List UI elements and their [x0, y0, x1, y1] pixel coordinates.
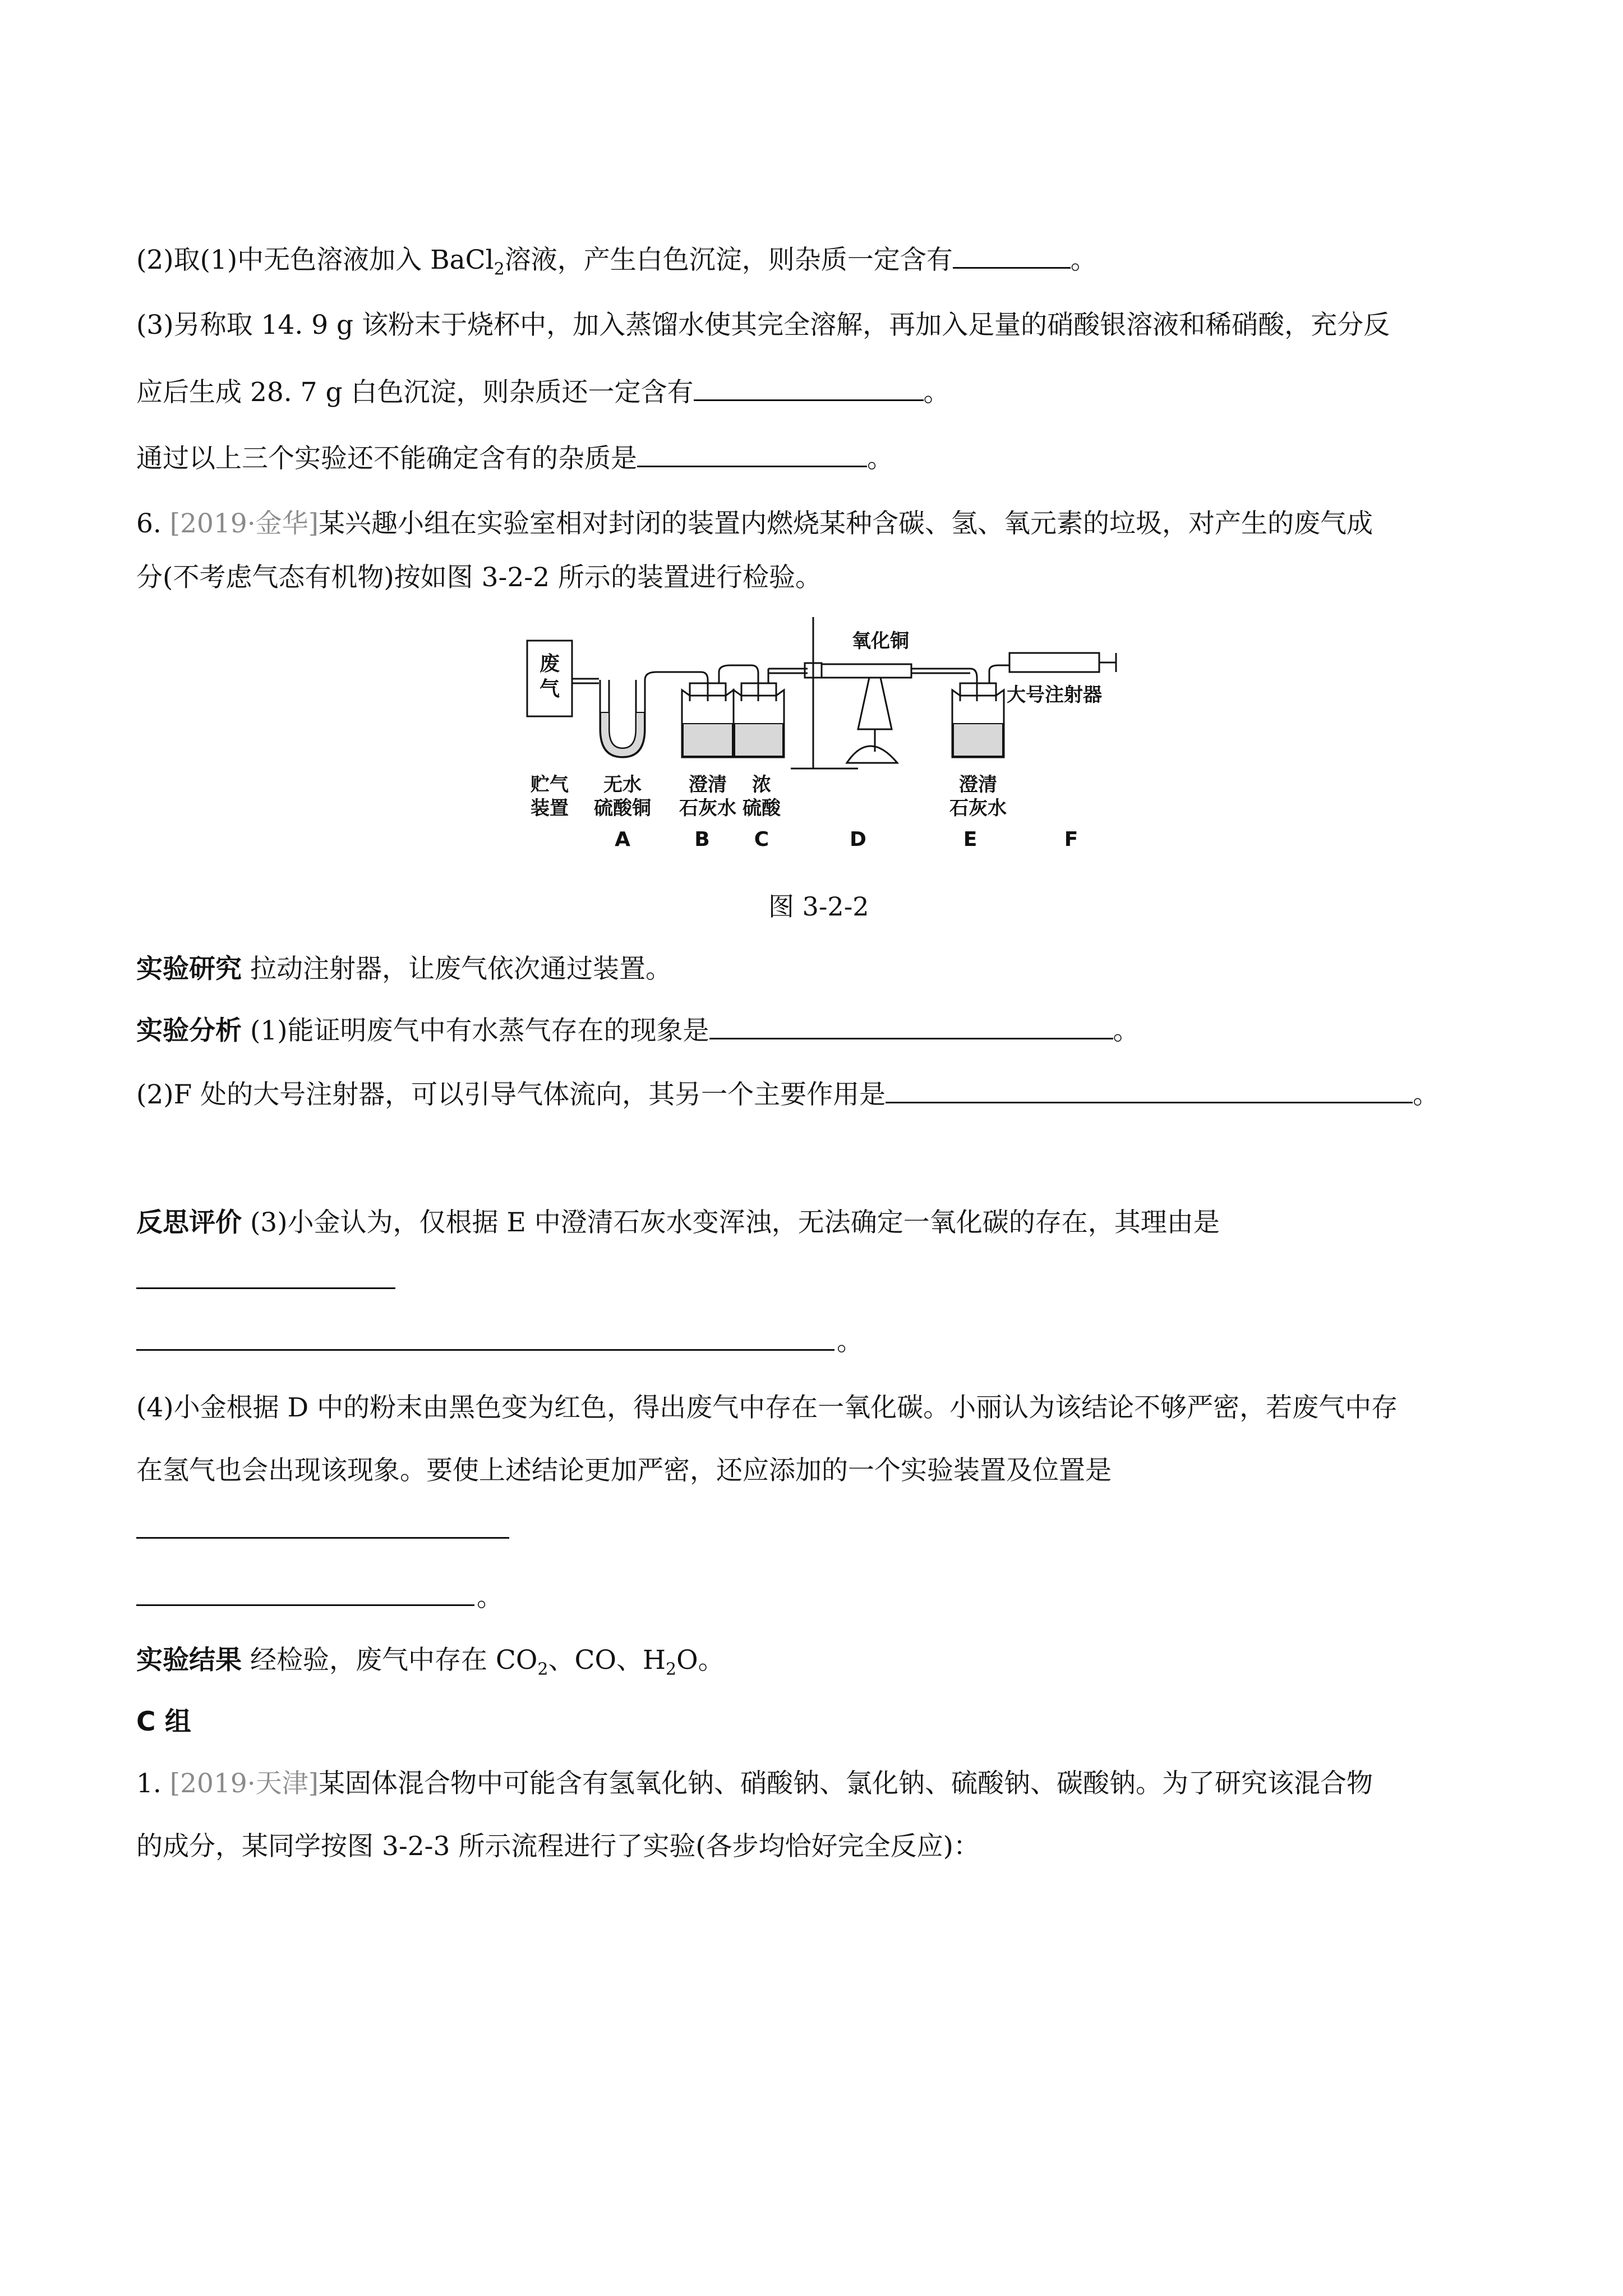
answer-line[interactable] — [136, 1349, 834, 1351]
combustion-tube — [822, 664, 911, 678]
answer-line[interactable] — [136, 1537, 509, 1539]
q5-part3-text: 应后生成 28. 7 g 白色沉淀，则杂质还一定含有 — [136, 377, 694, 408]
label-a-1: 无水 — [603, 774, 642, 796]
question-source: [2019·天津] — [169, 1768, 319, 1799]
label-syringe: 大号注射器 — [1007, 684, 1102, 706]
period: 。 — [837, 1326, 863, 1357]
period: 。 — [1113, 1015, 1140, 1046]
answer-line[interactable] — [136, 1287, 395, 1289]
label-b-2: 石灰水 — [679, 797, 736, 820]
q5-part3-line1: (3)另称取 14. 9 g 该粉末于烧杯中，加入蒸馏水使其完全溶解，再加入足量的硝酸银溶液和稀硝酸，充分反 — [136, 310, 1390, 341]
result-label: 实验结果 — [136, 1645, 242, 1676]
period: 。 — [867, 443, 893, 474]
reflect-q3-text: (3)小金认为，仅根据 E 中澄清石灰水变浑浊，无法确定一氧化碳的存在，其理由是 — [250, 1207, 1220, 1238]
label-b-1: 澄清 — [689, 774, 727, 796]
letter-e: E — [963, 828, 978, 851]
group-c-title: C 组 — [136, 1706, 191, 1737]
q6-intro-line1 — [136, 507, 1373, 541]
subscript: 2 — [537, 1659, 548, 1680]
label-storage-1: 贮气 — [531, 774, 569, 796]
research-text: 拉动注射器，让废气依次通过装置。 — [250, 954, 672, 984]
q4-line2: 在氢气也会出现该现象。要使上述结论更加严密，还应添加的一个实验装置及位置是 — [136, 1455, 1112, 1486]
q6-intro-line2: 分(不考虑气态有机物)按如图 3-2-2 所示的装置进行检验。 — [136, 562, 822, 593]
reflect-q3 — [136, 1206, 1220, 1240]
label-c-1: 浓 — [752, 774, 771, 796]
period: 。 — [1070, 245, 1097, 275]
c1-line1 — [136, 1767, 1373, 1801]
letter-b: B — [694, 828, 710, 851]
q5-part3-line2 — [136, 375, 950, 409]
label-a-2: 硫酸铜 — [594, 797, 651, 820]
question-number: 1. — [136, 1768, 170, 1799]
answer-line[interactable] — [136, 1604, 474, 1606]
label-e-2: 石灰水 — [949, 797, 1007, 820]
analysis-label: 实验分析 — [136, 1015, 242, 1046]
answer-blank[interactable] — [886, 1077, 1413, 1103]
q5-summary-text: 通过以上三个实验还不能确定含有的杂质是 — [136, 443, 637, 474]
label-gas-box-2: 气 — [539, 678, 560, 701]
c1-line2: 的成分，某同学按图 3-2-3 所示流程进行了实验(各步均恰好完全反应)： — [136, 1831, 980, 1862]
letter-c: C — [754, 828, 769, 851]
result-text-c: O。 — [676, 1645, 725, 1676]
letter-a: A — [615, 828, 630, 851]
period: 。 — [1413, 1079, 1440, 1110]
syringe — [1009, 653, 1099, 672]
letter-d: D — [850, 828, 866, 851]
period: 。 — [477, 1582, 503, 1613]
c1-text: 某固体混合物中可能含有氢氧化钠、硝酸钠、氯化钠、硫酸钠、碳酸钠。为了研究该混合物 — [319, 1768, 1373, 1799]
label-e-1: 澄清 — [959, 774, 997, 796]
q4-line1: (4)小金根据 D 中的粉末由黑色变为红色，得出废气中存在一氧化碳。小丽认为该结论不够严密，若废气中存 — [136, 1392, 1398, 1423]
answer-blank[interactable] — [694, 375, 924, 401]
question-source: [2019·金华] — [169, 508, 319, 539]
research-line — [136, 953, 672, 986]
analysis-q1-text: (1)能证明废气中有水蒸气存在的现象是 — [250, 1015, 709, 1046]
period: 。 — [923, 377, 950, 408]
q5-summary — [136, 441, 893, 476]
q5-part2-text-b: 溶液，产生白色沉淀，则杂质一定含有 — [504, 245, 953, 275]
label-storage-2: 装置 — [531, 797, 569, 820]
q5-part2-text: (2)取(1)中无色溶液加入 BaCl — [136, 245, 494, 275]
answer-blank[interactable] — [709, 1013, 1113, 1039]
apparatus-figure — [522, 617, 1122, 881]
answer-blank[interactable] — [953, 242, 1071, 269]
label-c-2: 硫酸 — [743, 797, 781, 820]
question-number: 6. — [136, 508, 170, 539]
letter-f: F — [1064, 828, 1078, 851]
q5-part2 — [136, 242, 1097, 277]
analysis-q2 — [136, 1077, 1439, 1112]
answer-blank[interactable] — [637, 441, 867, 467]
analysis-q2-text: (2)F 处的大号注射器，可以引导气体流向，其另一个主要作用是 — [136, 1079, 886, 1110]
result-text-b: 、CO、H — [548, 1645, 666, 1676]
analysis-q1 — [136, 1013, 1140, 1048]
result-text: 经检验，废气中存在 CO — [250, 1645, 538, 1676]
reflect-label: 反思评价 — [136, 1207, 242, 1238]
research-label: 实验研究 — [136, 954, 242, 984]
result-line — [136, 1644, 725, 1680]
subscript: 2 — [665, 1659, 677, 1680]
subscript: 2 — [494, 259, 505, 279]
alcohol-lamp — [847, 746, 897, 763]
figure-caption: 图 3-2-2 — [768, 891, 869, 922]
label-gas-box-1: 废 — [539, 652, 560, 675]
label-copper-oxide: 氧化铜 — [852, 630, 909, 652]
q6-intro-text: 某兴趣小组在实验室相对封闭的装置内燃烧某种含碳、氢、氧元素的垃圾，对产生的废气成 — [319, 508, 1373, 539]
